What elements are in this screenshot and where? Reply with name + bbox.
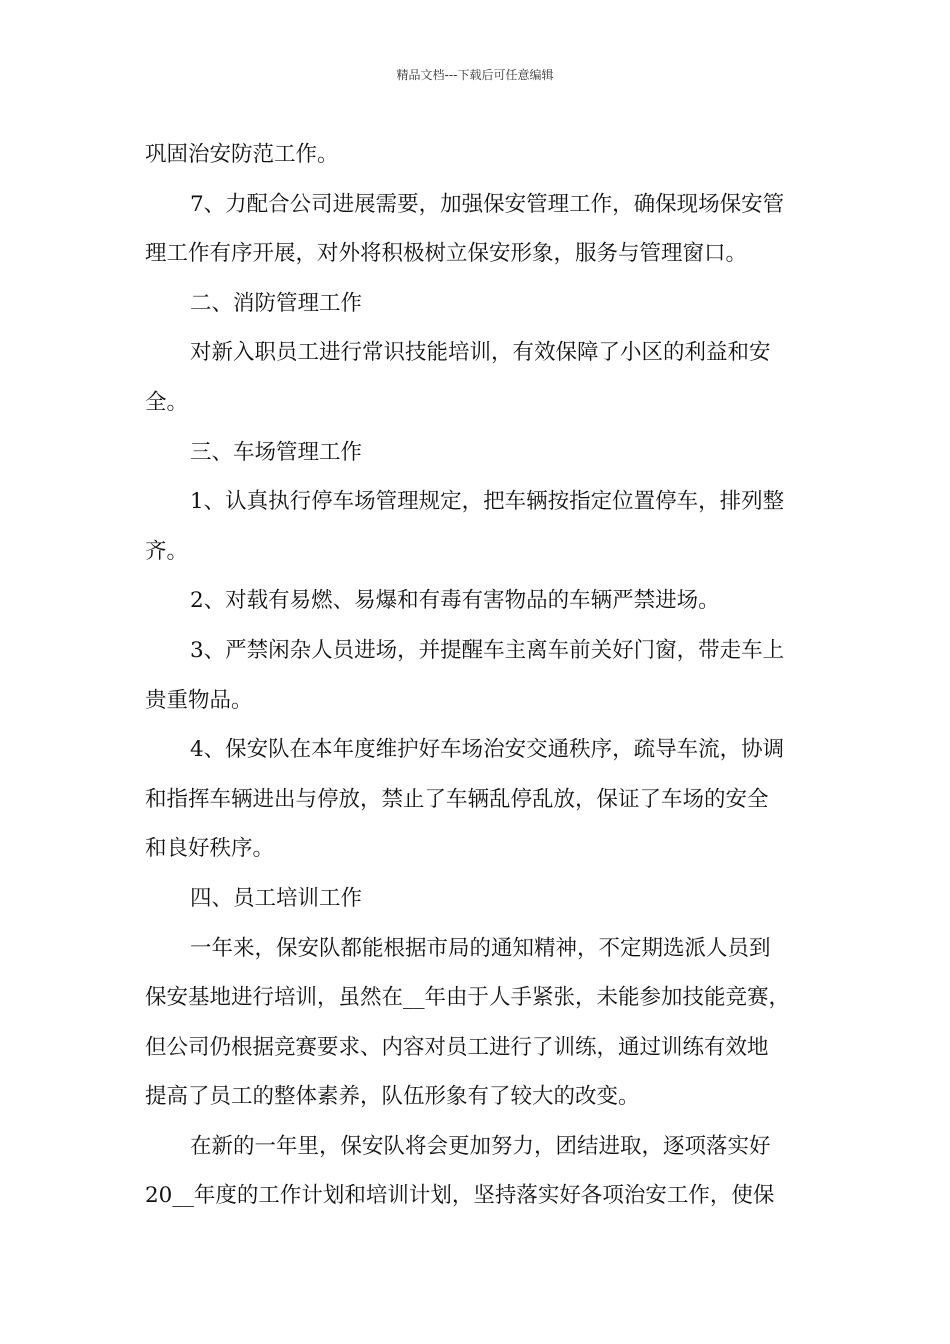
text-line: 一年来，保安队都能根据市局的通知精神，不定期选派人员到 [190, 935, 771, 961]
text-line: 在新的一年里，保安队将会更加努力，团结进取，逐项落实好 [190, 1133, 771, 1159]
document-body [145, 130, 810, 1221]
section-heading: 三、车场管理工作 [190, 439, 363, 465]
text-line: 全。 [145, 389, 189, 415]
text-line: 巩固治安防范工作。 [145, 142, 339, 167]
section-heading: 二、消防管理工作 [190, 290, 363, 316]
text-line: 对新入职员工进行常识技能培训，有效保障了小区的利益和安 [190, 340, 771, 366]
section-heading: 四、员工培训工作 [190, 885, 363, 911]
text-line: 但公司仍根据竞赛要求、内容对员工进行了训练，通过训练有效地 [145, 1034, 769, 1060]
text-line: 20__年度的工作计划和培训计划，坚持落实好各项治安工作，使保 [145, 1183, 775, 1209]
text-line: 1、认真执行停车场管理规定，把车辆按指定位置停车，排列整 [190, 489, 785, 515]
page-header: 精品文档---下载后可任意编辑 [396, 68, 554, 82]
text-line: 和良好秩序。 [145, 836, 275, 862]
text-line: 保安基地进行培训，虽然在__年由于人手紧张，未能参加技能竞赛， [145, 985, 791, 1011]
text-line: 提高了员工的整体素养，队伍形象有了较大的改变。 [145, 1084, 640, 1110]
text-line: 7、力配合公司进展需要，加强保安管理工作，确保现场保安管 [190, 191, 785, 217]
text-line: 4、保安队在本年度维护好车场治安交通秩序，疏导车流，协调 [190, 737, 785, 763]
text-line: 2、对载有易燃、易爆和有毒有害物品的车辆严禁进场。 [190, 588, 720, 614]
text-line: 理工作有序开展，对外将积极树立保安形象，服务与管理窗口。 [145, 241, 748, 267]
text-line: 齐。 [145, 538, 189, 564]
text-line: 和指挥车辆进出与停放，禁止了车辆乱停乱放，保证了车场的安全 [145, 786, 769, 812]
text-line: 贵重物品。 [145, 687, 253, 713]
text-line: 3、严禁闲杂人员进场，并提醒车主离车前关好门窗，带走车上 [190, 637, 785, 663]
